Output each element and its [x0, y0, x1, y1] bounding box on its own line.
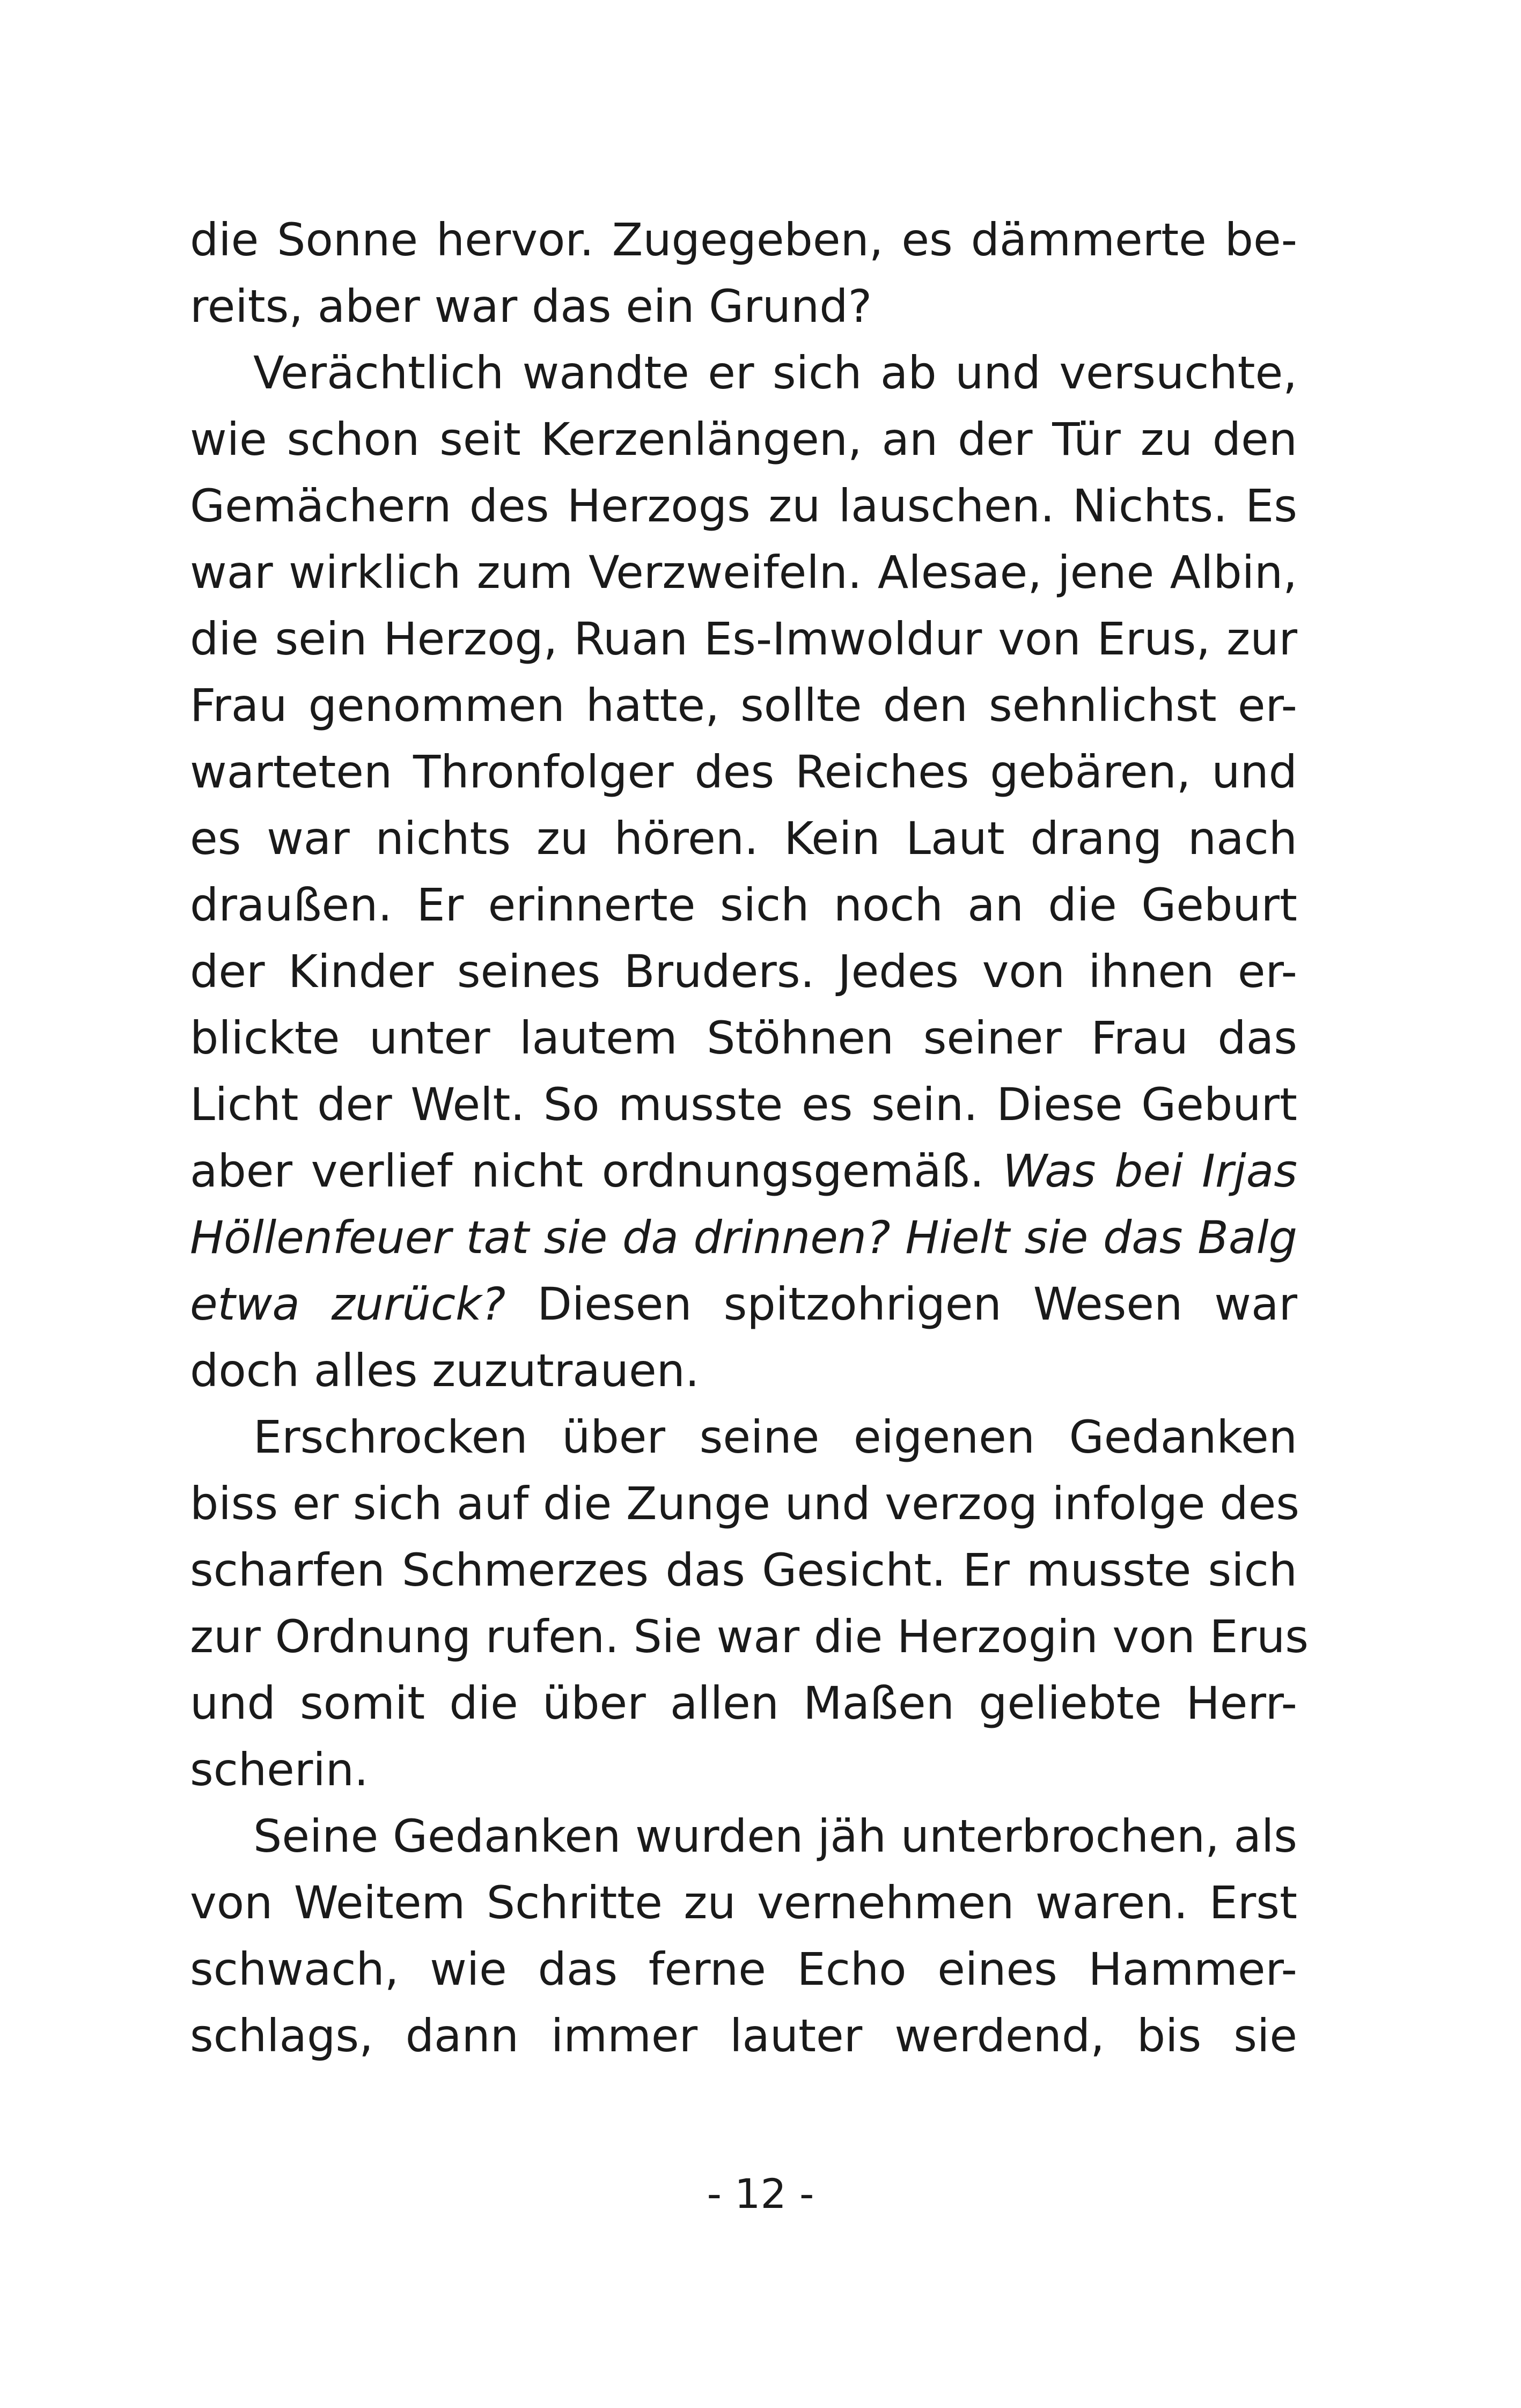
text-line: scharfen Schmerzes das Gesicht. Er musste sich [190, 1544, 1297, 1596]
text-line: zur Ordnung rufen. Sie war die Herzogin von Erus [190, 1610, 1309, 1663]
text-line: etwa zurück? Diesen spitzohrigen Wesen war [190, 1278, 1297, 1330]
text-line: Frau genommen hatte, sollte den sehnlichst er- [190, 679, 1297, 732]
text-line: und somit die über allen Maßen geliebte Herr- [190, 1677, 1297, 1729]
text-line: aber verlief nicht ordnungsgemäß. Was bei Irjas [190, 1145, 1297, 1197]
text-line: der Kinder seines Bruders. Jedes von ihnen er- [190, 945, 1297, 998]
text-line: die Sonne hervor. Zugegeben, es dämmerte be- [190, 213, 1297, 266]
text-line: es war nichts zu hören. Kein Laut drang nach [190, 812, 1297, 865]
text-line: die sein Herzog, Ruan Es-Imwoldur von Erus, zur [190, 613, 1297, 665]
text-line: war wirklich zum Verzweifeln. Alesae, jene Albin, [190, 546, 1297, 599]
text-line: Seine Gedanken wurden jäh unterbrochen, als [253, 1810, 1298, 1862]
text-line: schlags, dann immer lauter werdend, bis sie [190, 2009, 1297, 2062]
text-line: draußen. Er erinnerte sich noch an die Geburt [190, 879, 1297, 931]
text-line: blickte unter lautem Stöhnen seiner Frau das [190, 1012, 1297, 1064]
page-number: - 12 - [707, 2170, 814, 2218]
text-line: von Weitem Schritte zu vernehmen waren. Erst [190, 1876, 1297, 1929]
text-line: biss er sich auf die Zunge und verzog infolge des [190, 1477, 1300, 1530]
text-line: warteten Thronfolger des Reiches gebären, und [190, 746, 1297, 798]
text-line: Verächtlich wandte er sich ab und versuchte, [253, 347, 1297, 399]
text-line: scherin. [190, 1743, 369, 1796]
text-line: Gemächern des Herzogs zu lauschen. Nichts. Es [190, 480, 1297, 532]
text-line: Licht der Welt. So musste es sein. Diese Geburt [190, 1078, 1297, 1131]
text-line: doch alles zuzutrauen. [190, 1344, 700, 1397]
text-line: schwach, wie das ferne Echo eines Hammer- [190, 1943, 1297, 1995]
text-line: wie schon seit Kerzenlängen, an der Tür zu den [190, 413, 1297, 466]
text-line: Erschrocken über seine eigenen Gedanken [253, 1411, 1297, 1463]
text-line: Höllenfeuer tat sie da drinnen? Hielt sie das Balg [190, 1211, 1297, 1264]
book-page-text [190, 207, 1309, 2069]
text-line: reits, aber war das ein Grund? [190, 280, 872, 333]
